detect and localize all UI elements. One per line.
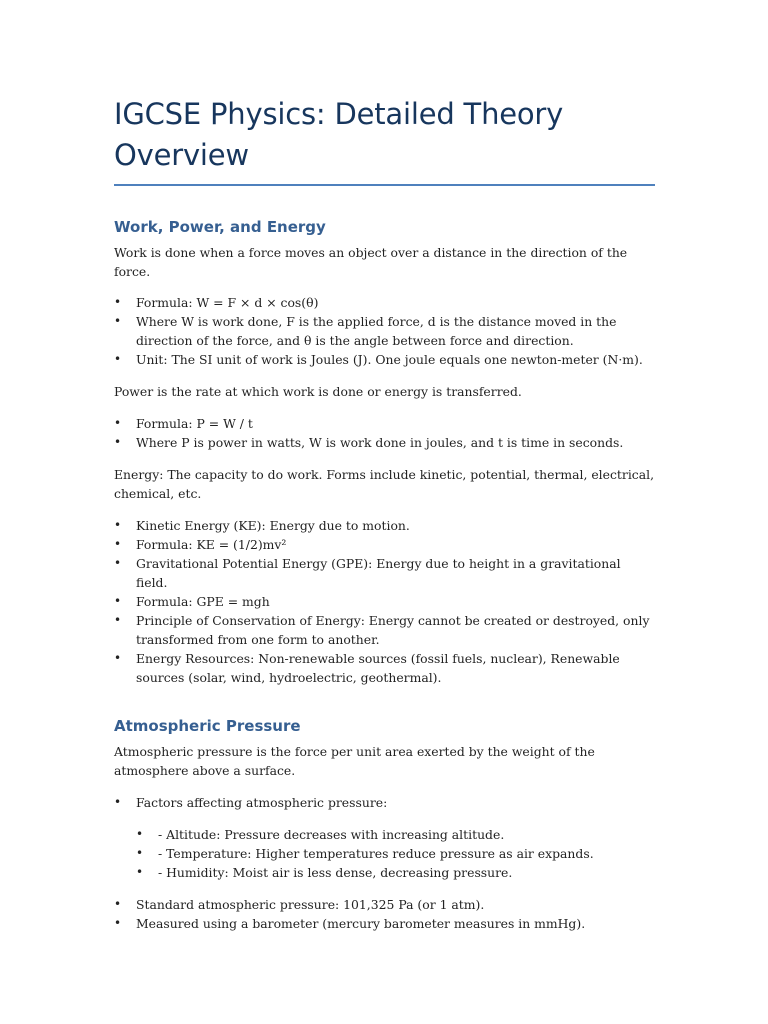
bullet-glyph: • [114,295,122,309]
section-heading-work-power-energy: Work, Power, and Energy [114,218,326,236]
energy-intro-paragraph: Energy: The capacity to do work. Forms include kinetic, potential, thermal, electrical, chemical, etc. [114,467,655,501]
list-item: • Energy Resources: Non-renewable sources (fossil fuels, nuclear), Renewable sources (solar, wind, hydroelectric, geothermal). [114,651,620,685]
bullet-glyph: • [114,314,122,328]
pressure-closing-list [114,895,655,933]
list-item: • Standard atmospheric pressure: 101,325 Pa (or 1 atm). [114,897,485,912]
bullet-glyph: • [114,916,122,930]
bullet-glyph: • [114,518,122,532]
list-item: • - Temperature: Higher temperatures reduce pressure as air expands. [136,846,594,861]
list-item: • Formula: KE = (1/2)mv² [114,537,287,552]
pressure-factors-sublist [114,825,655,882]
power-bullet-list [114,414,655,452]
bullet-glyph: • [114,594,122,608]
bullet-glyph: • [136,827,144,841]
bullet-glyph: • [114,795,122,809]
list-item: • Formula: W = F × d × cos(θ) [114,295,319,310]
document-page [114,94,655,933]
list-item: • Kinetic Energy (KE): Energy due to motion. [114,518,410,533]
list-item: • Where P is power in watts, W is work done in joules, and t is time in seconds. [114,435,624,450]
bullet-glyph: • [136,865,144,879]
section-heading-atmospheric-pressure: Atmospheric Pressure [114,717,301,735]
bullet-glyph: • [114,416,122,430]
pressure-factors-list [114,793,655,812]
list-item: • Principle of Conservation of Energy: Energy cannot be created or destroyed, only transformed from one form to another. [114,613,650,647]
list-item: • Formula: GPE = mgh [114,594,270,609]
work-intro-paragraph: Work is done when a force moves an object over a distance in the direction of the force. [114,245,628,279]
power-intro-paragraph: Power is the rate at which work is done or energy is transferred. [114,384,522,399]
bullet-glyph: • [114,556,122,570]
list-item: • Factors affecting atmospheric pressure: [114,795,388,810]
work-bullet-list [114,293,655,369]
bullet-glyph: • [114,651,122,665]
energy-bullet-list [114,516,655,687]
bullet-glyph: • [114,613,122,627]
bullet-glyph: • [136,846,144,860]
bullet-glyph: • [114,352,122,366]
document-title: IGCSE Physics: Detailed Theory Overview [114,94,655,186]
list-item: • Formula: P = W / t [114,416,253,431]
bullet-glyph: • [114,537,122,551]
list-item: • Measured using a barometer (mercury barometer measures in mmHg). [114,916,586,931]
pressure-intro-paragraph: Atmospheric pressure is the force per unit area exerted by the weight of the atmosphere above a surface. [114,744,595,778]
list-item: • Unit: The SI unit of work is Joules (J). One joule equals one newton-meter (N·m). [114,352,643,367]
list-item: • Where W is work done, F is the applied force, d is the distance moved in the direction of the force, and θ is the angle between force and direction. [114,314,617,348]
bullet-glyph: • [114,435,122,449]
list-item: • Gravitational Potential Energy (GPE): Energy due to height in a gravitational field. [114,556,621,590]
bullet-glyph: • [114,897,122,911]
list-item: • - Altitude: Pressure decreases with increasing altitude. [136,827,505,842]
list-item: • - Humidity: Moist air is less dense, decreasing pressure. [136,865,513,880]
